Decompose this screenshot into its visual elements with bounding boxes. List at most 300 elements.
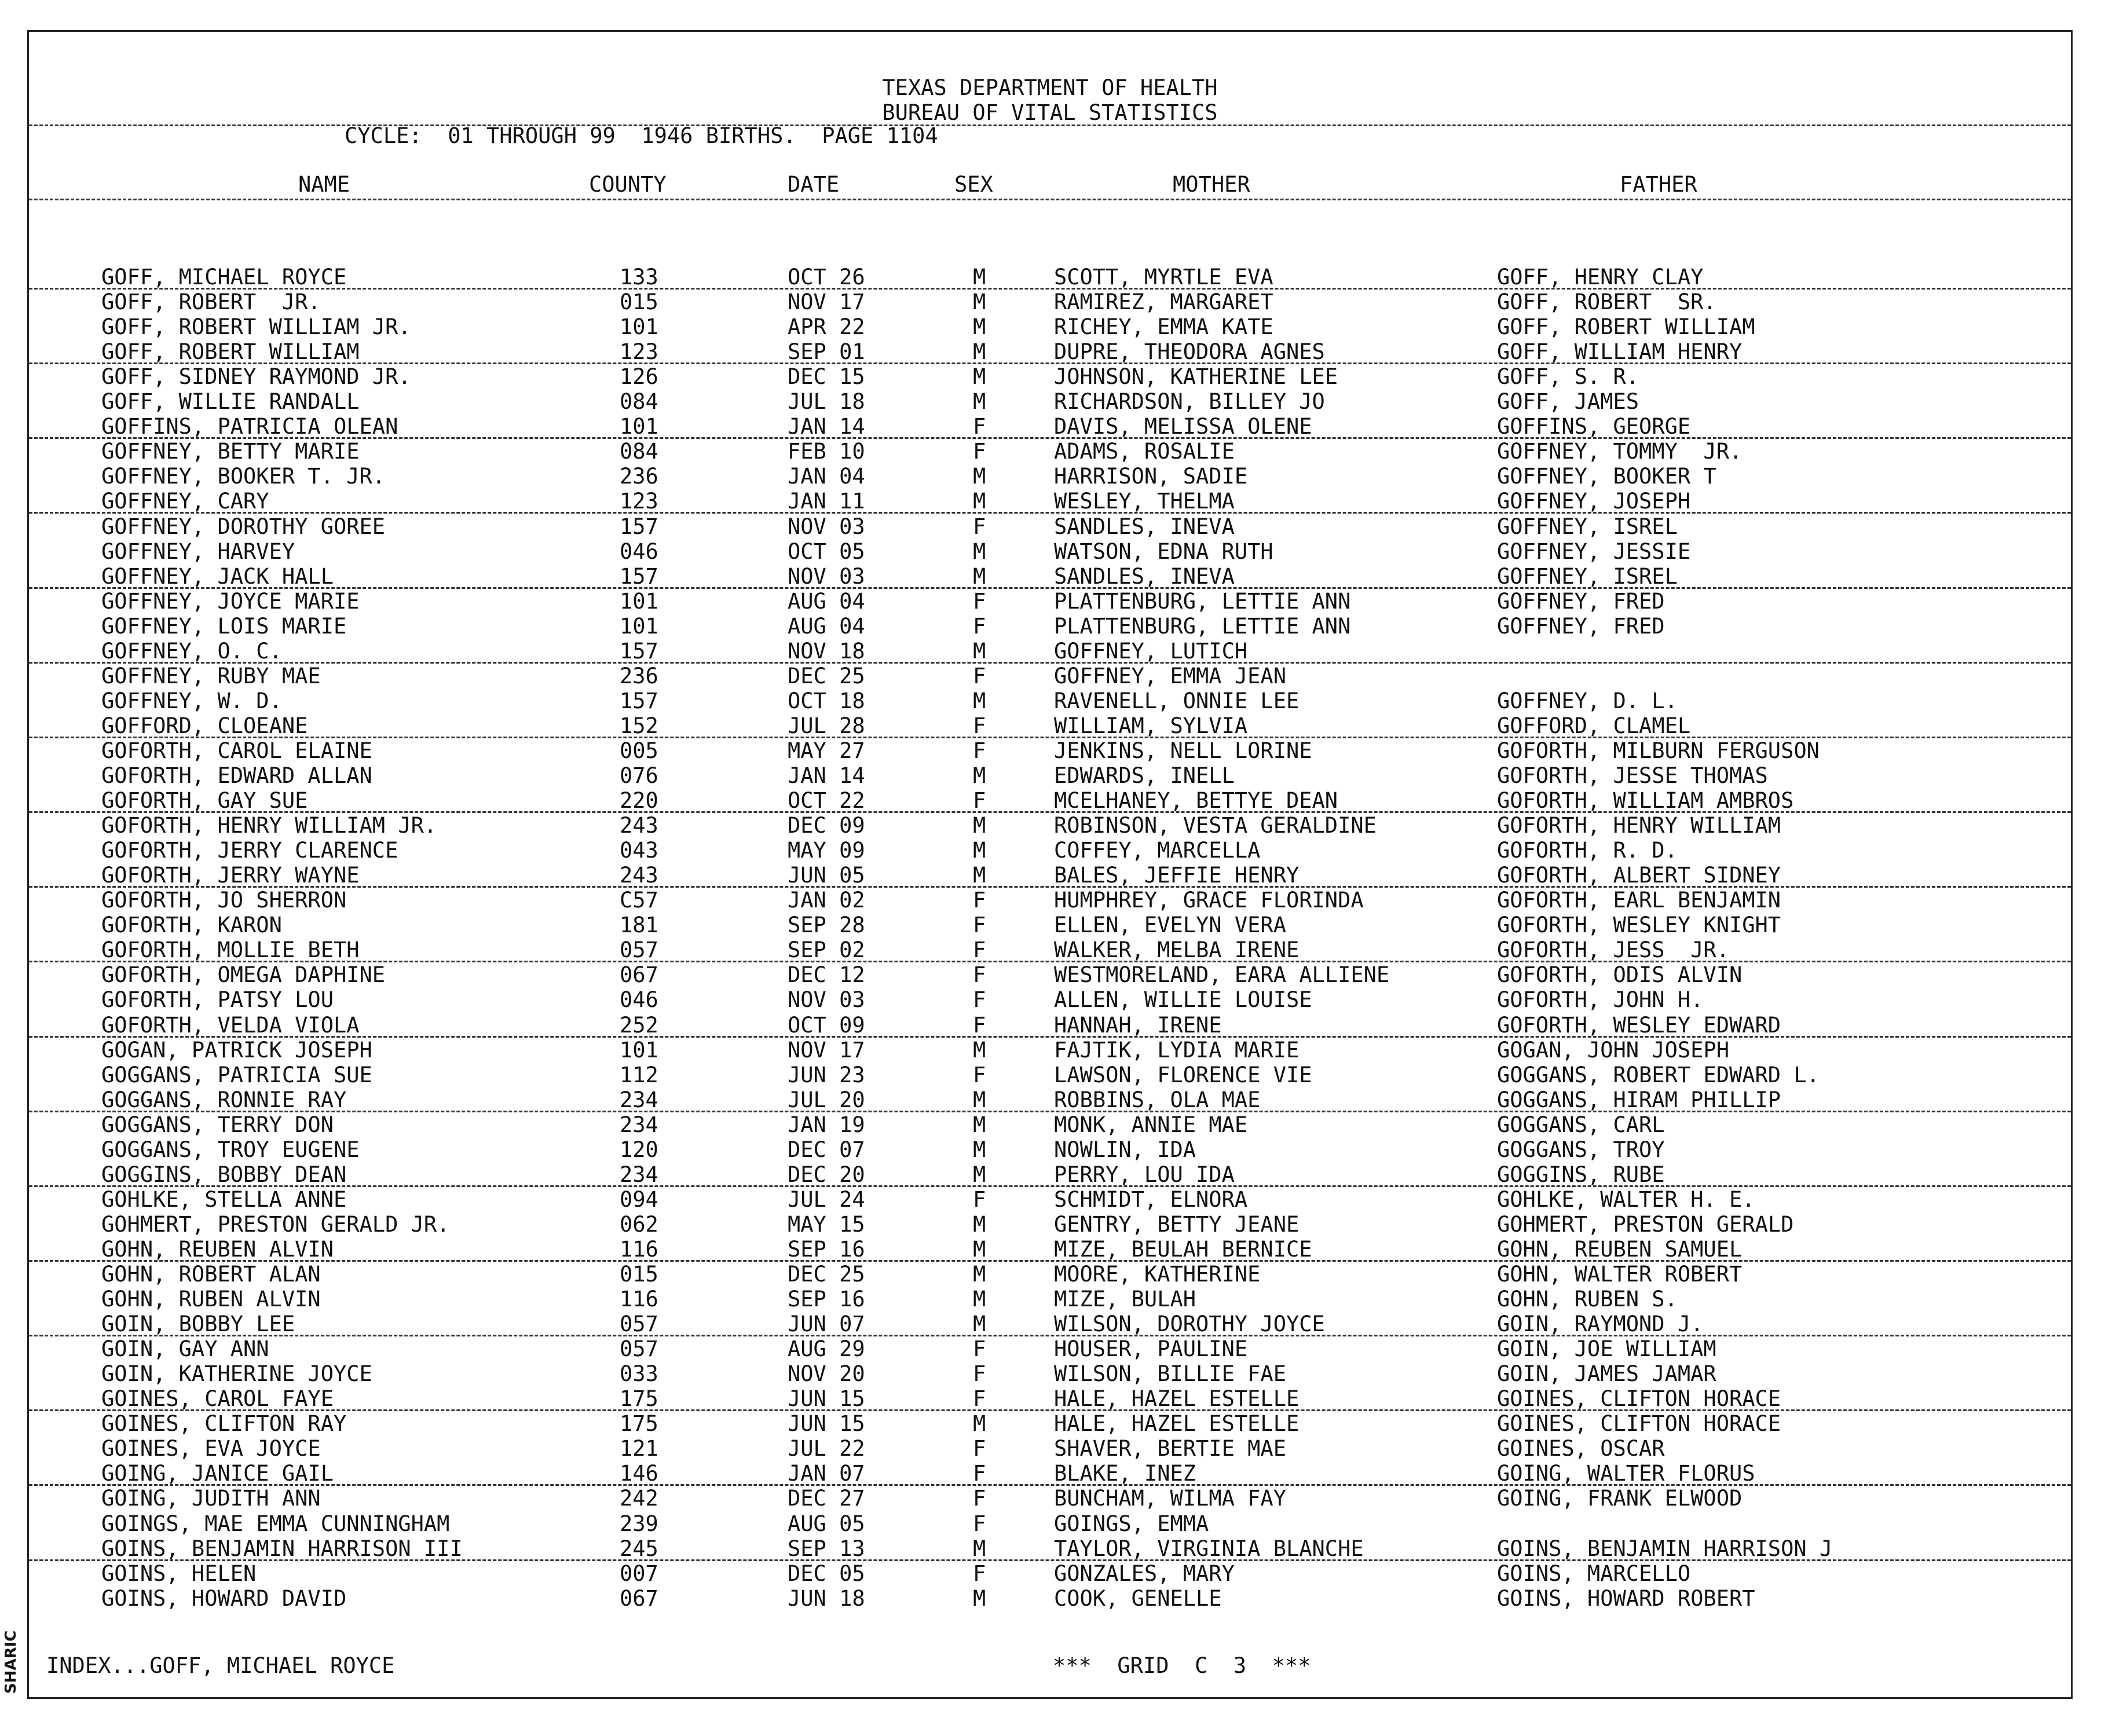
cell-name: GOFORTH, JERRY CLARENCE <box>101 838 398 863</box>
cell-sex: F <box>973 1336 986 1362</box>
cell-sex: F <box>973 913 986 938</box>
cell-name: GOFFNEY, HARVEY <box>101 539 295 564</box>
cell-mother: WALKER, MELBA IRENE <box>1054 937 1300 963</box>
cell-date: JAN 11 <box>788 489 865 514</box>
cell-sex: M <box>973 638 986 664</box>
cell-county: 243 <box>620 813 658 838</box>
cell-name: GOINES, CLIFTON RAY <box>101 1411 347 1437</box>
cell-sex: M <box>973 563 986 589</box>
cell-father: GOFORTH, HENRY WILLIAM <box>1497 813 1781 838</box>
cell-sex: F <box>973 1361 986 1387</box>
cell-date: DEC 09 <box>788 813 865 838</box>
cell-name: GOINES, CAROL FAYE <box>101 1386 334 1412</box>
cell-name: GOFFNEY, W. D. <box>101 688 282 713</box>
vendor-mark: SHARIC <box>2 1630 20 1694</box>
cell-father: GOGGANS, CARL <box>1497 1112 1665 1137</box>
cell-mother: HARRISON, SADIE <box>1054 464 1248 489</box>
cell-father: GOIN, RAYMOND J. <box>1497 1312 1704 1337</box>
cell-county: 123 <box>620 489 658 514</box>
row-separator <box>29 1559 2071 1561</box>
cell-sex: F <box>973 888 986 913</box>
cell-county: 057 <box>620 1336 658 1362</box>
cell-county: 181 <box>620 913 658 938</box>
cell-county: 046 <box>620 539 658 564</box>
cell-date: DEC 07 <box>788 1137 865 1162</box>
cell-sex: F <box>973 1486 986 1511</box>
cell-date: AUG 05 <box>788 1511 865 1536</box>
cell-county: 057 <box>620 1312 658 1337</box>
cell-mother: BALES, JEFFIE HENRY <box>1054 863 1300 888</box>
cell-mother: WILSON, DOROTHY JOYCE <box>1054 1312 1325 1337</box>
cell-date: FEB 10 <box>788 439 865 464</box>
cell-date: NOV 17 <box>788 290 865 315</box>
cell-county: C57 <box>620 888 658 913</box>
cell-date: MAY 27 <box>788 738 865 763</box>
cell-name: GOFORTH, CAROL ELAINE <box>101 738 372 763</box>
cell-mother: HANNAH, IRENE <box>1054 1012 1222 1038</box>
row-separator <box>29 662 2071 664</box>
cell-sex: M <box>973 364 986 390</box>
cell-sex: F <box>973 937 986 963</box>
cell-sex: F <box>973 788 986 814</box>
grid-label: *** GRID C 3 *** <box>1053 1653 1311 1678</box>
cell-date: JUL 22 <box>788 1436 865 1462</box>
cell-sex: M <box>973 464 986 489</box>
cell-sex: M <box>973 339 986 365</box>
cell-father: GOFFNEY, ISREL <box>1497 563 1678 589</box>
cell-name: GOGGANS, RONNIE RAY <box>101 1087 347 1112</box>
cell-mother: DUPRE, THEODORA AGNES <box>1054 339 1325 365</box>
cell-name: GOFORTH, EDWARD ALLAN <box>101 763 372 788</box>
cell-father: GOFFNEY, FRED <box>1497 613 1665 639</box>
cell-sex: F <box>973 1511 986 1536</box>
cell-date: NOV 03 <box>788 514 865 539</box>
cell-father: GOGAN, JOHN JOSEPH <box>1497 1037 1729 1063</box>
cell-name: GOFFNEY, CARY <box>101 489 269 514</box>
cell-mother: PLATTENBURG, LETTIE ANN <box>1054 588 1351 614</box>
cell-date: JUL 18 <box>788 389 865 415</box>
cell-sex: F <box>973 613 986 639</box>
cell-father: GOFFNEY, FRED <box>1497 588 1665 614</box>
cell-father: GOFORTH, MILBURN FERGUSON <box>1497 738 1820 763</box>
cell-father: GOFORTH, EARL BENJAMIN <box>1497 888 1781 913</box>
cell-mother: ROBINSON, VESTA GERALDINE <box>1054 813 1377 838</box>
cell-father: GOFF, ROBERT SR. <box>1497 290 1716 315</box>
cell-mother: COFFEY, MARCELLA <box>1054 838 1261 863</box>
cell-mother: ADAMS, ROSALIE <box>1054 439 1235 464</box>
cell-father: GOING, FRANK ELWOOD <box>1497 1486 1743 1511</box>
cell-name: GOHN, RUBEN ALVIN <box>101 1287 321 1312</box>
cell-name: GOINES, EVA JOYCE <box>101 1436 321 1462</box>
cell-name: GOFORTH, MOLLIE BETH <box>101 937 360 963</box>
cell-mother: ALLEN, WILLIE LOUISE <box>1054 987 1312 1013</box>
row-separator <box>29 1484 2071 1486</box>
row-separator <box>29 1335 2071 1336</box>
cell-mother: JOHNSON, KATHERINE LEE <box>1054 364 1338 390</box>
cell-sex: M <box>973 1312 986 1337</box>
cell-mother: TAYLOR, VIRGINIA BLANCHE <box>1054 1536 1364 1561</box>
cell-father: GOGGANS, TROY <box>1497 1137 1665 1162</box>
cell-mother: HALE, HAZEL ESTELLE <box>1054 1386 1300 1412</box>
cell-father: GOFORTH, JESS JR. <box>1497 937 1729 963</box>
cell-date: JUL 20 <box>788 1087 865 1112</box>
cell-mother: MIZE, BULAH <box>1054 1287 1196 1312</box>
cell-date: AUG 04 <box>788 588 865 614</box>
cell-sex: F <box>973 962 986 988</box>
cell-county: 242 <box>620 1486 658 1511</box>
cell-date: DEC 25 <box>788 1262 865 1287</box>
cell-father: GOINES, CLIFTON HORACE <box>1497 1411 1781 1437</box>
cell-mother: EDWARDS, INELL <box>1054 763 1235 788</box>
cell-county: 005 <box>620 738 658 763</box>
cell-date: JUN 07 <box>788 1312 865 1337</box>
cell-father: GOHN, WALTER ROBERT <box>1497 1262 1743 1287</box>
cell-mother: GENTRY, BETTY JEANE <box>1054 1211 1300 1237</box>
cell-name: GOIN, KATHERINE JOYCE <box>101 1361 372 1387</box>
cell-name: GOFFNEY, O. C. <box>101 638 282 664</box>
cell-sex: F <box>973 588 986 614</box>
cell-name: GOFFNEY, DOROTHY GOREE <box>101 514 386 539</box>
cell-father: GOFFNEY, ISREL <box>1497 514 1678 539</box>
cell-county: 234 <box>620 1112 658 1137</box>
cell-date: JUL 24 <box>788 1186 865 1212</box>
cell-sex: M <box>973 863 986 888</box>
cell-father: GOFF, WILLIAM HENRY <box>1497 339 1743 365</box>
cell-date: DEC 05 <box>788 1561 865 1586</box>
cell-date: JUN 23 <box>788 1062 865 1087</box>
cell-father: GOGGANS, ROBERT EDWARD L. <box>1497 1062 1820 1087</box>
cell-date: DEC 12 <box>788 962 865 988</box>
cell-sex: M <box>973 1112 986 1137</box>
cell-mother: HOUSER, PAULINE <box>1054 1336 1248 1362</box>
cell-mother: RICHEY, EMMA KATE <box>1054 314 1273 340</box>
cell-date: JUN 18 <box>788 1585 865 1611</box>
cell-name: GOHLKE, STELLA ANNE <box>101 1186 347 1212</box>
cell-sex: M <box>973 1037 986 1063</box>
cell-father: GOFFNEY, BOOKER T <box>1497 464 1716 489</box>
cell-father: GOINES, OSCAR <box>1497 1436 1665 1462</box>
cell-name: GOFORTH, JO SHERRON <box>101 888 347 913</box>
cell-county: 175 <box>620 1411 658 1437</box>
cell-county: 157 <box>620 638 658 664</box>
col-name: NAME <box>298 172 350 197</box>
cell-mother: ELLEN, EVELYN VERA <box>1054 913 1286 938</box>
cell-mother: WESLEY, THELMA <box>1054 489 1235 514</box>
cell-mother: WESTMORELAND, EARA ALLIENE <box>1054 962 1390 988</box>
cell-name: GOFFNEY, BETTY MARIE <box>101 439 360 464</box>
col-date: DATE <box>788 172 840 197</box>
row-separator <box>29 1111 2071 1112</box>
cell-father: GOFORTH, JESSE THOMAS <box>1497 763 1768 788</box>
cell-name: GOFF, ROBERT JR. <box>101 290 321 315</box>
cell-county: 015 <box>620 1262 658 1287</box>
cell-date: NOV 17 <box>788 1037 865 1063</box>
cell-county: 123 <box>620 339 658 365</box>
cell-date: NOV 20 <box>788 1361 865 1387</box>
cell-county: 175 <box>620 1386 658 1412</box>
cell-sex: M <box>973 1087 986 1112</box>
cell-name: GOFORTH, KARON <box>101 913 282 938</box>
cell-father: GOFORTH, JOHN H. <box>1497 987 1704 1013</box>
cell-mother: MCELHANEY, BETTYE DEAN <box>1054 788 1338 814</box>
cell-father: GOFF, JAMES <box>1497 389 1639 415</box>
cell-father: GOFORTH, WESLEY KNIGHT <box>1497 913 1781 938</box>
cell-name: GOFF, WILLIE RANDALL <box>101 389 360 415</box>
cell-sex: F <box>973 738 986 763</box>
cell-county: 043 <box>620 838 658 863</box>
cell-county: 120 <box>620 1137 658 1162</box>
cell-name: GOFORTH, JERRY WAYNE <box>101 863 360 888</box>
cell-sex: F <box>973 1386 986 1412</box>
cell-sex: M <box>973 265 986 290</box>
cell-county: 062 <box>620 1211 658 1237</box>
cell-county: 236 <box>620 464 658 489</box>
cell-county: 076 <box>620 763 658 788</box>
cell-name: GOFFNEY, BOOKER T. JR. <box>101 464 386 489</box>
cell-mother: RAVENELL, ONNIE LEE <box>1054 688 1300 713</box>
cell-sex: M <box>973 539 986 564</box>
cell-sex: M <box>973 1287 986 1312</box>
cell-county: 067 <box>620 962 658 988</box>
cell-mother: WATSON, EDNA RUTH <box>1054 539 1273 564</box>
cell-county: 152 <box>620 713 658 738</box>
cell-date: SEP 01 <box>788 339 865 365</box>
row-separator <box>29 1260 2071 1262</box>
cell-name: GOFF, ROBERT WILLIAM JR. <box>101 314 411 340</box>
cell-sex: F <box>973 1012 986 1038</box>
col-mother: MOTHER <box>1173 172 1250 197</box>
cell-name: GOGAN, PATRICK JOSEPH <box>101 1037 372 1063</box>
cell-date: JAN 19 <box>788 1112 865 1137</box>
cell-mother: SHAVER, BERTIE MAE <box>1054 1436 1286 1462</box>
cell-mother: DAVIS, MELISSA OLENE <box>1054 414 1312 440</box>
cell-date: APR 22 <box>788 314 865 340</box>
cell-date: JAN 04 <box>788 464 865 489</box>
cell-name: GOFORTH, HENRY WILLIAM JR. <box>101 813 437 838</box>
cell-county: 243 <box>620 863 658 888</box>
cell-father: GOGGANS, HIRAM PHILLIP <box>1497 1087 1781 1112</box>
cell-name: GOFFNEY, LOIS MARIE <box>101 613 347 639</box>
cell-sex: F <box>973 663 986 688</box>
cell-father: GOINS, BENJAMIN HARRISON J <box>1497 1536 1833 1561</box>
cell-name: GOGGANS, TERRY DON <box>101 1112 334 1137</box>
cell-county: 220 <box>620 788 658 814</box>
cell-father: GOINS, MARCELLO <box>1497 1561 1691 1586</box>
cell-name: GOINS, HELEN <box>101 1561 257 1586</box>
column-divider <box>29 199 2071 200</box>
cell-date: JUN 05 <box>788 863 865 888</box>
cell-date: JUN 15 <box>788 1386 865 1412</box>
cell-county: 234 <box>620 1087 658 1112</box>
cell-county: 252 <box>620 1012 658 1038</box>
cell-date: OCT 22 <box>788 788 865 814</box>
cell-date: NOV 18 <box>788 638 865 664</box>
cell-name: GOGGANS, PATRICIA SUE <box>101 1062 372 1087</box>
cell-father: GOHMERT, PRESTON GERALD <box>1497 1211 1794 1237</box>
cell-county: 057 <box>620 937 658 963</box>
cell-name: GOFORTH, OMEGA DAPHINE <box>101 962 386 988</box>
cell-name: GOFF, SIDNEY RAYMOND JR. <box>101 364 411 390</box>
cell-name: GOINS, HOWARD DAVID <box>101 1585 347 1611</box>
cell-father: GOFORTH, ODIS ALVIN <box>1497 962 1743 988</box>
cell-father: GOFFNEY, TOMMY JR. <box>1497 439 1743 464</box>
cell-county: 157 <box>620 688 658 713</box>
cell-date: DEC 15 <box>788 364 865 390</box>
cell-name: GOGGINS, BOBBY DEAN <box>101 1162 347 1187</box>
cell-name: GOFFNEY, JOYCE MARIE <box>101 588 360 614</box>
cell-name: GOFFORD, CLOEANE <box>101 713 308 738</box>
cell-county: 112 <box>620 1062 658 1087</box>
cell-date: OCT 05 <box>788 539 865 564</box>
cell-father: GOFF, ROBERT WILLIAM <box>1497 314 1755 340</box>
cell-mother: PLATTENBURG, LETTIE ANN <box>1054 613 1351 639</box>
cell-name: GOIN, BOBBY LEE <box>101 1312 295 1337</box>
cell-name: GOIN, GAY ANN <box>101 1336 269 1362</box>
cell-father: GOFORTH, WILLIAM AMBROS <box>1497 788 1794 814</box>
cell-mother: ROBBINS, OLA MAE <box>1054 1087 1261 1112</box>
cell-date: OCT 26 <box>788 265 865 290</box>
cell-county: 121 <box>620 1436 658 1462</box>
cell-father: GOFFNEY, JESSIE <box>1497 539 1691 564</box>
cell-sex: M <box>973 1262 986 1287</box>
cell-mother: PERRY, LOU IDA <box>1054 1162 1235 1187</box>
cell-county: 236 <box>620 663 658 688</box>
printout-frame <box>27 30 2073 1699</box>
col-sex: SEX <box>954 172 993 197</box>
cell-county: 067 <box>620 1585 658 1611</box>
cell-mother: FAJTIK, LYDIA MARIE <box>1054 1037 1300 1063</box>
cell-father: GOFFINS, GEORGE <box>1497 414 1691 440</box>
cell-date: SEP 16 <box>788 1236 865 1262</box>
cell-sex: F <box>973 514 986 539</box>
cell-date: SEP 28 <box>788 913 865 938</box>
cell-sex: M <box>973 1585 986 1611</box>
cell-sex: M <box>973 838 986 863</box>
cell-name: GOINGS, MAE EMMA CUNNINGHAM <box>101 1511 450 1536</box>
cell-county: 157 <box>620 514 658 539</box>
cell-date: JAN 07 <box>788 1461 865 1486</box>
cell-sex: F <box>973 439 986 464</box>
cell-name: GOING, JUDITH ANN <box>101 1486 321 1511</box>
cell-date: DEC 25 <box>788 663 865 688</box>
cell-mother: HALE, HAZEL ESTELLE <box>1054 1411 1300 1437</box>
cell-sex: F <box>973 1561 986 1586</box>
cell-sex: M <box>973 489 986 514</box>
cell-date: OCT 09 <box>788 1012 865 1038</box>
cell-mother: LAWSON, FLORENCE VIE <box>1054 1062 1312 1087</box>
cell-county: 094 <box>620 1186 658 1212</box>
cell-father: GOIN, JAMES JAMAR <box>1497 1361 1716 1387</box>
cell-name: GOFFNEY, RUBY MAE <box>101 663 321 688</box>
cell-county: 116 <box>620 1287 658 1312</box>
bureau-title: BUREAU OF VITAL STATISTICS <box>882 100 1218 125</box>
cell-mother: GOFFNEY, EMMA JEAN <box>1054 663 1286 688</box>
cell-name: GOFORTH, GAY SUE <box>101 788 308 814</box>
header-divider <box>29 124 2071 126</box>
cell-mother: SANDLES, INEVA <box>1054 514 1235 539</box>
col-county: COUNTY <box>589 172 667 197</box>
cell-county: 033 <box>620 1361 658 1387</box>
cell-sex: M <box>973 813 986 838</box>
cell-mother: SCOTT, MYRTLE EVA <box>1054 265 1273 290</box>
cell-mother: MOORE, KATHERINE <box>1054 1262 1261 1287</box>
cell-county: 245 <box>620 1536 658 1561</box>
cell-father: GOFF, S. R. <box>1497 364 1639 390</box>
cell-name: GOFORTH, PATSY LOU <box>101 987 334 1013</box>
cell-county: 157 <box>620 563 658 589</box>
cell-county: 116 <box>620 1236 658 1262</box>
cell-name: GOFF, MICHAEL ROYCE <box>101 265 347 290</box>
cell-county: 101 <box>620 588 658 614</box>
cell-date: MAY 15 <box>788 1211 865 1237</box>
cell-father: GOFORTH, WESLEY EDWARD <box>1497 1012 1781 1038</box>
cell-county: 101 <box>620 613 658 639</box>
cell-mother: GONZALES, MARY <box>1054 1561 1235 1586</box>
cell-sex: M <box>973 763 986 788</box>
cell-sex: F <box>973 1436 986 1462</box>
cell-father: GOINES, CLIFTON HORACE <box>1497 1386 1781 1412</box>
cell-sex: M <box>973 1162 986 1187</box>
cell-father: GOFORTH, R. D. <box>1497 838 1678 863</box>
cell-mother: MONK, ANNIE MAE <box>1054 1112 1248 1137</box>
cell-date: SEP 02 <box>788 937 865 963</box>
cell-date: JAN 02 <box>788 888 865 913</box>
cell-father: GOFF, HENRY CLAY <box>1497 265 1704 290</box>
cell-mother: RICHARDSON, BILLEY JO <box>1054 389 1325 415</box>
cell-date: AUG 04 <box>788 613 865 639</box>
cell-sex: F <box>973 1186 986 1212</box>
cell-county: 007 <box>620 1561 658 1586</box>
cell-mother: HUMPHREY, GRACE FLORINDA <box>1054 888 1364 913</box>
cell-name: GOHN, ROBERT ALAN <box>101 1262 321 1287</box>
cell-mother: SCHMIDT, ELNORA <box>1054 1186 1248 1212</box>
cell-county: 084 <box>620 389 658 415</box>
cell-mother: WILSON, BILLIE FAE <box>1054 1361 1286 1387</box>
cell-county: 133 <box>620 265 658 290</box>
cell-sex: M <box>973 314 986 340</box>
cell-sex: M <box>973 389 986 415</box>
cell-name: GOFFINS, PATRICIA OLEAN <box>101 414 398 440</box>
cell-father: GOGGINS, RUBE <box>1497 1162 1665 1187</box>
cell-father: GOFFNEY, D. L. <box>1497 688 1678 713</box>
cell-father: GOFORTH, ALBERT SIDNEY <box>1497 863 1781 888</box>
cell-date: DEC 20 <box>788 1162 865 1187</box>
cell-sex: F <box>973 1062 986 1087</box>
cell-date: JUL 28 <box>788 713 865 738</box>
cell-mother: GOFFNEY, LUTICH <box>1054 638 1248 664</box>
cell-mother: JENKINS, NELL LORINE <box>1054 738 1312 763</box>
cell-mother: NOWLIN, IDA <box>1054 1137 1196 1162</box>
cell-father: GOFFORD, CLAMEL <box>1497 713 1691 738</box>
cell-county: 084 <box>620 439 658 464</box>
cycle-line: CYCLE: 01 THROUGH 99 1946 BIRTHS. PAGE 1104 <box>345 123 938 148</box>
cell-date: NOV 03 <box>788 987 865 1013</box>
row-separator <box>29 288 2071 290</box>
cell-father: GOHN, RUBEN S. <box>1497 1287 1678 1312</box>
col-father: FATHER <box>1620 172 1697 197</box>
cell-sex: F <box>973 713 986 738</box>
cell-mother: MIZE, BEULAH BERNICE <box>1054 1236 1312 1262</box>
cell-county: 015 <box>620 290 658 315</box>
cell-county: 101 <box>620 414 658 440</box>
cell-mother: RAMIREZ, MARGARET <box>1054 290 1273 315</box>
cell-father: GOFFNEY, JOSEPH <box>1497 489 1691 514</box>
cell-county: 101 <box>620 1037 658 1063</box>
cell-father: GOIN, JOE WILLIAM <box>1497 1336 1716 1362</box>
cell-date: DEC 27 <box>788 1486 865 1511</box>
cell-date: SEP 13 <box>788 1536 865 1561</box>
cell-date: JAN 14 <box>788 414 865 440</box>
